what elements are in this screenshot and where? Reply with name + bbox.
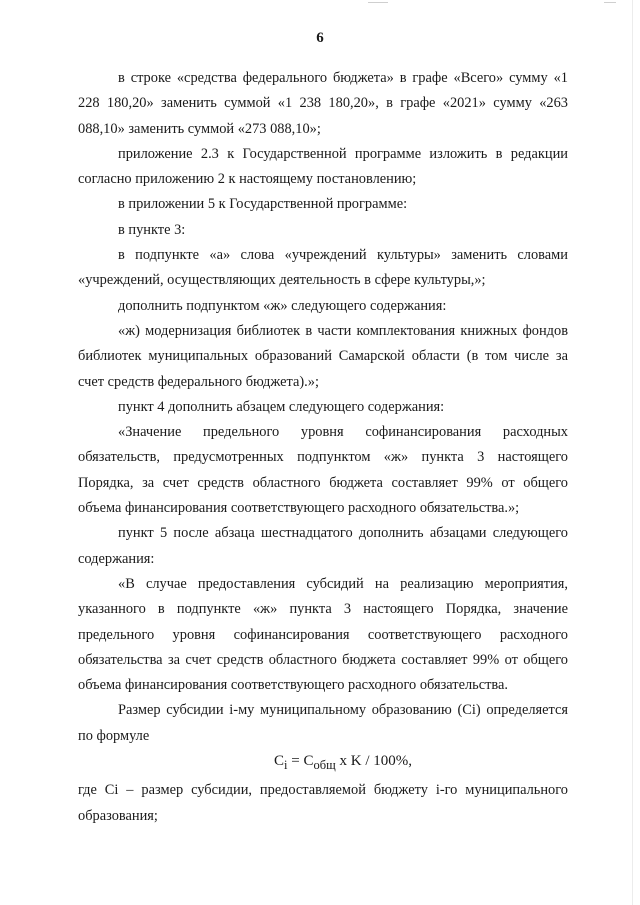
paragraph: пункт 5 после абзаца шестнадцатого дополнить абзацами следующего содержания: — [78, 525, 568, 567]
page-number: 6 — [316, 30, 324, 46]
paragraph: в строке «средства федерального бюджета» в графе «Всего» сумму «1 228 180,20» заменить суммой «1 238 180,20», в графе «2021» сумму «263 088,10» заменить суммой «273 088,10»; — [78, 70, 568, 137]
formula: $C_i = C_{общ}$ x K / 100%, — [274, 753, 412, 773]
paragraph: «Значение предельного уровня софинансирования расходных обязательств, предусмотренных подпунктом «ж» пункта 3 настоящего Порядка, за счет средств областного бюджета составляет 99% от общего объема финансирования соответствующего расходного обязательства.»; — [78, 424, 568, 517]
scan-mark — [604, 2, 616, 3]
scan-edge — [632, 0, 633, 905]
paragraph: дополнить подпунктом «ж» следующего содержания: — [118, 297, 447, 314]
paragraph: пункт 4 дополнить абзацем следующего содержания: — [118, 398, 445, 415]
scan-mark — [368, 2, 388, 3]
paragraph: в подпункте «а» слова «учреждений культуры» заменить словами «учреждений, осуществляющих деятельность в сфере культуры,»; — [78, 247, 568, 289]
paragraph: в пункте 3: — [118, 221, 186, 238]
paragraph: приложение 2.3 к Государственной программе изложить в редакции согласно приложению 2 к настоящему постановлению; — [78, 145, 568, 188]
paragraph: в приложении 5 к Государственной программе: — [118, 196, 408, 213]
paragraph: Размер субсидии i-му муниципальному образованию (Ci) определяется по формуле — [78, 702, 568, 744]
paragraph: «В случае предоставления субсидий на реализацию мероприятия, указанного в подпункте «ж» пункта 3 настоящего Порядка, значение предельного уровня софинансирования соответствующего расходного обязательства за счет средств областного бюджета составляет 99% от общего объема финансирования соответствующего расходного обязательства. — [78, 575, 568, 694]
document-body — [78, 66, 568, 829]
paragraph: «ж) модернизация библиотек в части комплектования книжных фондов библиотек муниципальных образований Самарской области (в том числе за счет средств федерального бюджета).»; — [78, 322, 568, 390]
paragraph-where: где Ci – размер субсидии, предоставляемой бюджету i-го муниципального образования; — [78, 782, 568, 824]
